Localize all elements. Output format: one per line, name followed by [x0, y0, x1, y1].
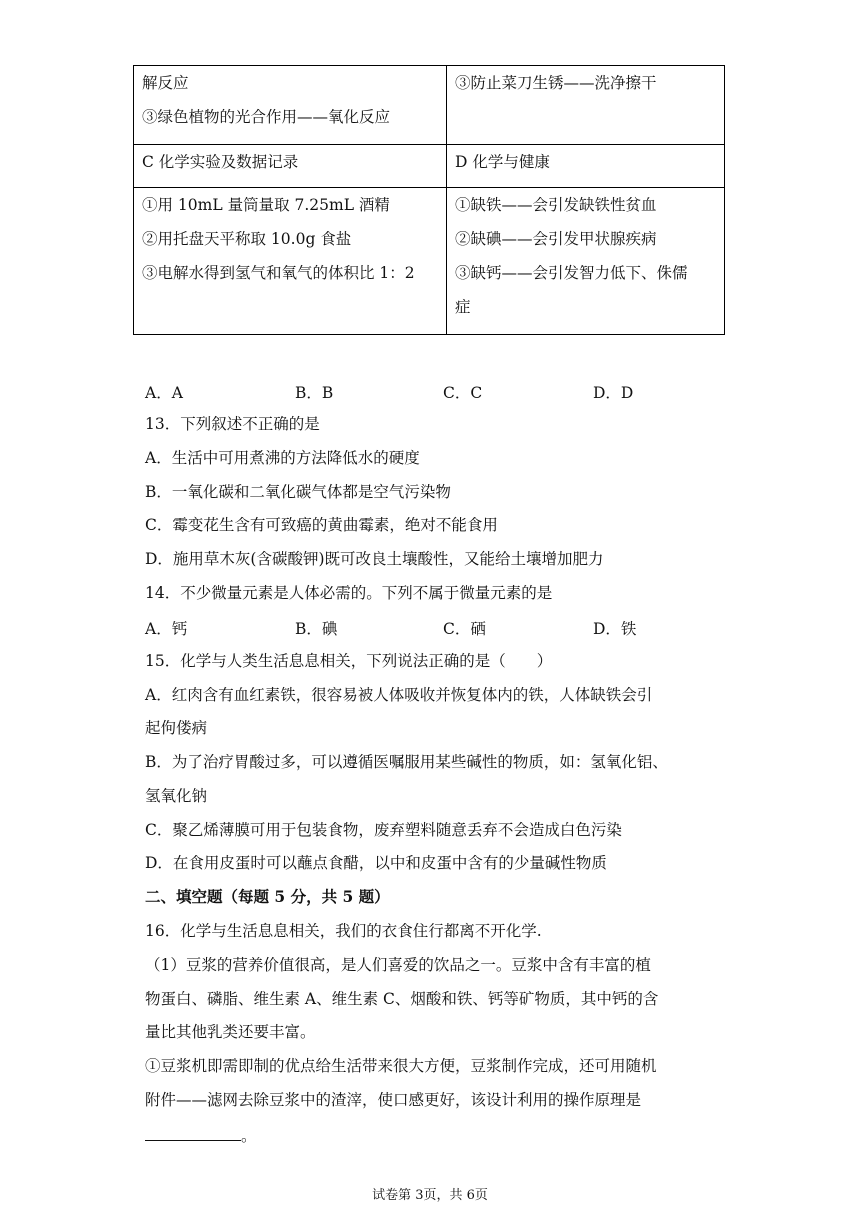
question-16-paragraph: ①豆浆机即需即制的优点给生活带来很大方便，豆浆制作完成，还可用随机 [145, 1057, 657, 1075]
question-14-stem: 14．不少微量元素是人体必需的。下列不属于微量元素的是 [145, 584, 553, 602]
cell-text: ③缺钙——会引发智力低下、侏儒 [455, 264, 688, 282]
option-a: A．钙 [145, 620, 188, 638]
question-16-paragraph: 附件——滤网去除豆浆中的渣滓，使口感更好，该设计利用的操作原理是 [145, 1091, 642, 1109]
question-13-option-b: B．一氧化碳和二氧化碳气体都是空气污染物 [145, 483, 451, 501]
cell-text: ①缺铁——会引发缺铁性贫血 [455, 196, 657, 214]
answer-line [145, 1126, 257, 1146]
section-heading: 二、填空题（每题 5 分，共 5 题） [145, 887, 390, 906]
cell-text: ②用托盘天平称取 10.0g 食盐 [142, 230, 352, 248]
option-d: D．D [593, 384, 634, 402]
table-row [134, 188, 725, 335]
option-c: C．C [443, 384, 483, 402]
question-16-paragraph: 物蛋白、磷脂、维生素 A、维生素 C、烟酸和铁、钙等矿物质，其中钙的含 [145, 990, 659, 1008]
question-13-option-c: C．霉变花生含有可致癌的黄曲霉素，绝对不能食用 [145, 516, 498, 534]
question-16-stem: 16．化学与生活息息相关，我们的衣食住行都离不开化学. [145, 922, 542, 940]
cell-header-d: D 化学与健康 [455, 153, 550, 171]
cell-text: ③防止菜刀生锈——洗净擦干 [455, 74, 657, 92]
option-d: D．铁 [593, 620, 637, 638]
question-12-table [133, 65, 725, 335]
answer-blank[interactable] [145, 1128, 241, 1141]
table-cell [447, 66, 725, 145]
blank-tail: 。 [241, 1127, 257, 1145]
table-row [134, 66, 725, 145]
question-15-option-c: C．聚乙烯薄膜可用于包装食物，废弃塑料随意丢弃不会造成白色污染 [145, 821, 622, 839]
question-13-stem: 13．下列叙述不正确的是 [145, 415, 320, 433]
question-16-paragraph: 量比其他乳类还要丰富。 [145, 1023, 316, 1041]
question-15-option-a-cont: 起佝偻病 [145, 719, 208, 737]
cell-header-c: C 化学实验及数据记录 [142, 153, 299, 171]
table-cell [134, 66, 447, 145]
table-cell [447, 188, 725, 335]
question-15-option-d: D．在食用皮蛋时可以蘸点食醋，以中和皮蛋中含有的少量碱性物质 [145, 854, 607, 872]
page-footer: 试卷第 3页，共 6页 [372, 1188, 488, 1203]
table-row [134, 145, 725, 188]
question-13-option-a: A．生活中可用煮沸的方法降低水的硬度 [145, 449, 420, 467]
question-16-paragraph: （1）豆浆的营养价值很高，是人们喜爱的饮品之一。豆浆中含有丰富的植 [145, 956, 651, 974]
cell-text: ③绿色植物的光合作用——氧化反应 [142, 108, 391, 126]
table-cell [134, 188, 447, 335]
option-b: B．B [295, 384, 334, 402]
question-13-option-d: D．施用草木灰(含碳酸钾)既可改良土壤酸性，又能给土壤增加肥力 [145, 550, 604, 568]
cell-text: ③电解水得到氢气和氧气的体积比 1：2 [142, 264, 415, 282]
cell-text: 症 [455, 298, 471, 316]
cell-text: 解反应 [142, 74, 189, 92]
option-b: B．碘 [295, 620, 338, 638]
question-15-stem: 15．化学与人类生活息息相关，下列说法正确的是（ ） [145, 652, 553, 670]
option-c: C．硒 [443, 620, 486, 638]
cell-text: ②缺碘——会引发甲状腺疾病 [455, 230, 657, 248]
cell-text: ①用 10mL 量筒量取 7.25mL 酒精 [142, 196, 390, 214]
question-15-option-a: A．红肉含有血红素铁，很容易被人体吸收并恢复体内的铁，人体缺铁会引 [145, 686, 653, 704]
question-15-option-b-cont: 氢氧化钠 [145, 787, 208, 805]
table-cell [447, 145, 725, 188]
table-cell [134, 145, 447, 188]
question-15-option-b: B．为了治疗胃酸过多，可以遵循医嘱服用某些碱性的物质，如：氢氧化铝、 [145, 753, 668, 771]
option-a: A．A [145, 384, 183, 402]
